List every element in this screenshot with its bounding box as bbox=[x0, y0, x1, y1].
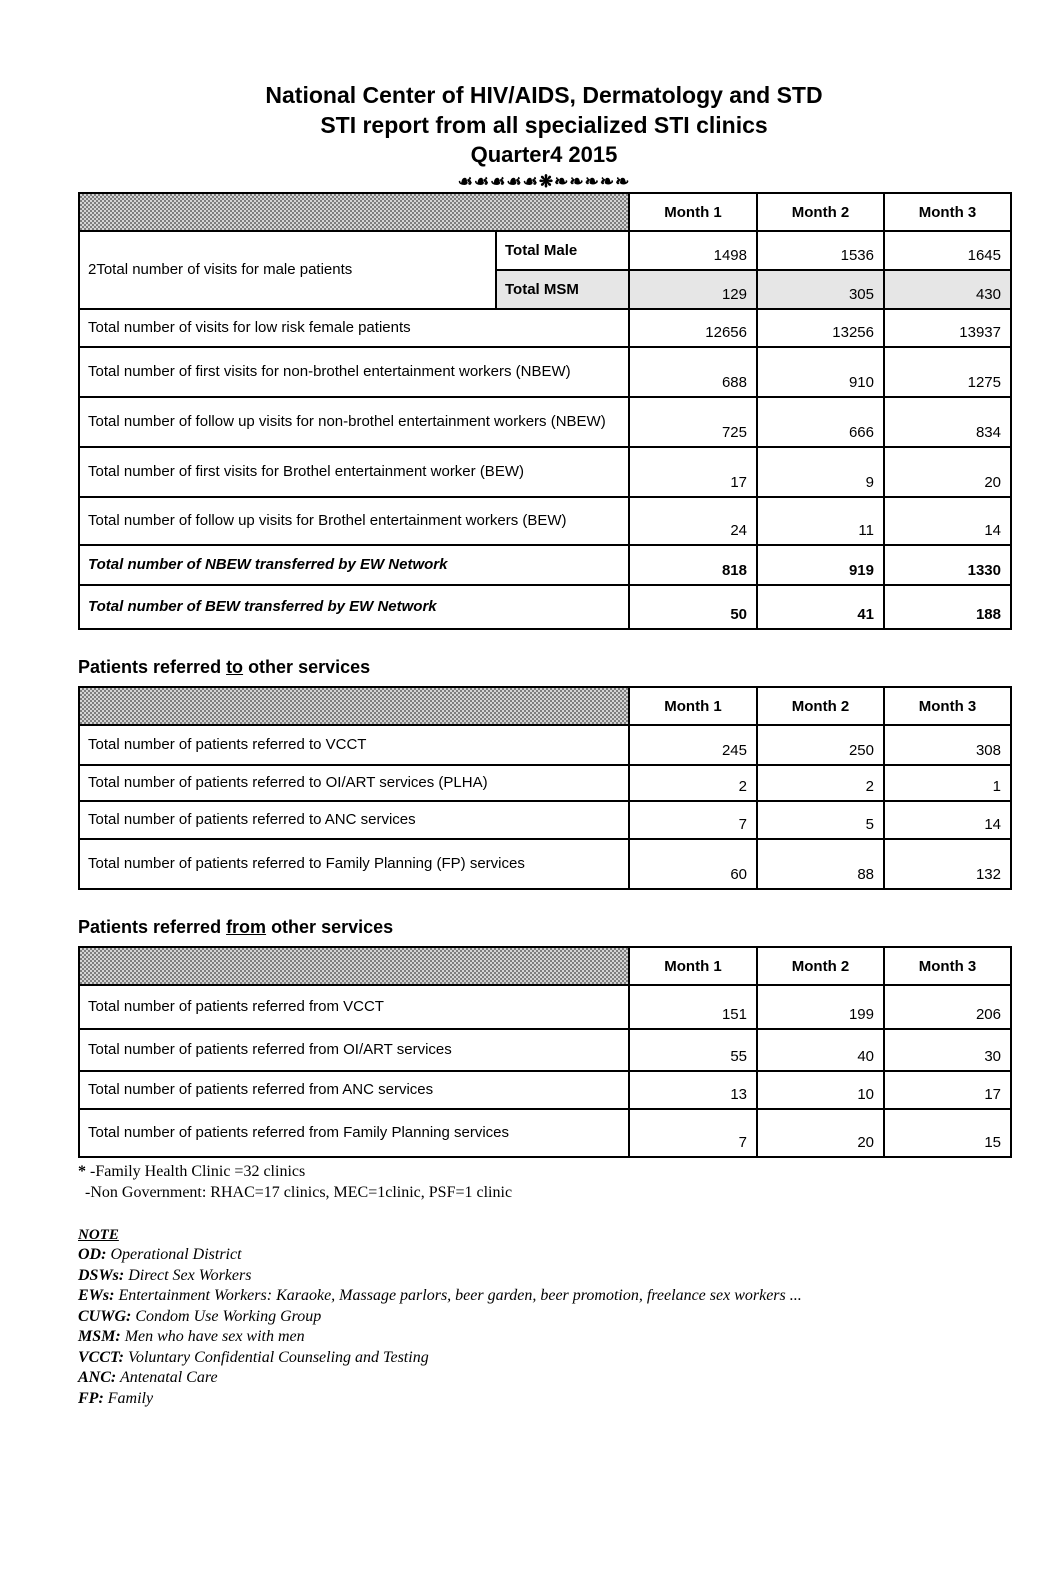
hatched-header-cell bbox=[79, 193, 629, 231]
row-label: Total number of follow up visits for Brothel entertainment workers (BEW) bbox=[79, 497, 629, 545]
month-2-header: Month 2 bbox=[757, 193, 884, 231]
row-label: Total number of NBEW transferred by EW Network bbox=[79, 545, 629, 585]
referred-from-header-row bbox=[79, 947, 1011, 985]
note-item bbox=[78, 1286, 1010, 1307]
value-cell: 11 bbox=[757, 497, 884, 545]
section-heading-referred-from bbox=[78, 917, 1010, 938]
value-cell: 20 bbox=[884, 447, 1011, 497]
referred-from-table bbox=[78, 946, 1012, 1158]
value-cell: 2 bbox=[757, 765, 884, 801]
value-cell: 132 bbox=[884, 839, 1011, 889]
value-cell: 41 bbox=[757, 585, 884, 629]
row-label: Total number of patients referred to Family Planning (FP) services bbox=[79, 839, 629, 889]
value-cell: 129 bbox=[629, 270, 757, 309]
note-abbr: VCCT: bbox=[78, 1348, 124, 1366]
value-cell: 9 bbox=[757, 447, 884, 497]
value-cell: 2 bbox=[629, 765, 757, 801]
note-block bbox=[78, 1227, 1010, 1409]
value-cell: 305 bbox=[757, 270, 884, 309]
note-def: Direct Sex Workers bbox=[124, 1266, 252, 1284]
note-item bbox=[78, 1389, 1010, 1410]
note-def: Antenatal Care bbox=[116, 1369, 218, 1386]
note-item bbox=[78, 1266, 1010, 1287]
report-title-line1: National Center of HIV/AIDS, Dermatology and STD bbox=[265, 82, 823, 108]
row-label: Total number of first visits for Brothel entertainment worker (BEW) bbox=[79, 447, 629, 497]
referred-to-header-row bbox=[79, 687, 1011, 725]
month-3-header: Month 3 bbox=[884, 193, 1011, 231]
value-cell: 834 bbox=[884, 397, 1011, 447]
note-abbr: CUWG: bbox=[78, 1307, 132, 1325]
sub-row-label: Total MSM bbox=[496, 270, 629, 309]
visits-table-header-row bbox=[79, 193, 1011, 231]
value-cell: 910 bbox=[757, 347, 884, 397]
value-cell: 818 bbox=[629, 545, 757, 585]
value-cell: 12656 bbox=[629, 309, 757, 347]
value-cell: 13937 bbox=[884, 309, 1011, 347]
row-label: Total number of BEW transferred by EW Network bbox=[79, 585, 629, 629]
visits-table bbox=[78, 192, 1012, 630]
value-cell: 15 bbox=[884, 1109, 1011, 1157]
value-cell: 13 bbox=[629, 1071, 757, 1109]
asterisk: * bbox=[78, 1163, 86, 1180]
note-abbr: OD: bbox=[78, 1246, 107, 1263]
value-cell: 308 bbox=[884, 725, 1011, 765]
table-row-total-male bbox=[79, 231, 1011, 270]
value-cell: 30 bbox=[884, 1029, 1011, 1071]
report-page bbox=[0, 80, 1010, 1409]
note-abbr: ANC: bbox=[78, 1369, 117, 1386]
table-row-nbew-transferred bbox=[79, 545, 1011, 585]
month-1-header: Month 1 bbox=[629, 947, 757, 985]
value-cell: 688 bbox=[629, 347, 757, 397]
hatched-header-cell bbox=[79, 947, 629, 985]
month-1-header: Month 1 bbox=[629, 193, 757, 231]
heading-underlined-word: to bbox=[226, 657, 244, 677]
row-label: Total number of patients referred from Family Planning services bbox=[79, 1109, 629, 1157]
month-2-header: Month 2 bbox=[757, 947, 884, 985]
row-label: Total number of visits for low risk female patients bbox=[79, 309, 629, 347]
heading-text: Patients referred bbox=[78, 657, 227, 677]
month-2-header: Month 2 bbox=[757, 687, 884, 725]
value-cell: 20 bbox=[757, 1109, 884, 1157]
table-row bbox=[79, 839, 1011, 889]
month-3-header: Month 3 bbox=[884, 947, 1011, 985]
note-item bbox=[78, 1348, 1010, 1369]
value-cell: 17 bbox=[629, 447, 757, 497]
value-cell: 14 bbox=[884, 801, 1011, 839]
section-heading-referred-to bbox=[78, 657, 1010, 678]
month-1-header: Month 1 bbox=[629, 687, 757, 725]
value-cell: 725 bbox=[629, 397, 757, 447]
row-label: Total number of patients referred from VCCT bbox=[79, 985, 629, 1029]
value-cell: 1536 bbox=[757, 231, 884, 270]
value-cell: 151 bbox=[629, 985, 757, 1029]
value-cell: 1275 bbox=[884, 347, 1011, 397]
value-cell: 17 bbox=[884, 1071, 1011, 1109]
row-label: Total number of patients referred to VCCT bbox=[79, 725, 629, 765]
table-row bbox=[79, 447, 1011, 497]
value-cell: 199 bbox=[757, 985, 884, 1029]
decorative-ornament: ☙☙☙☙☙❋❧❧❧❧❧ bbox=[457, 172, 631, 191]
value-cell: 430 bbox=[884, 270, 1011, 309]
table-row bbox=[79, 347, 1011, 397]
value-cell: 250 bbox=[757, 725, 884, 765]
footnote-line-2: -Non Government: RHAC=17 clinics, MEC=1clinic, PSF=1 clinic bbox=[85, 1184, 513, 1201]
note-item bbox=[78, 1307, 1010, 1328]
note-abbr: FP: bbox=[78, 1389, 104, 1407]
value-cell: 7 bbox=[629, 1109, 757, 1157]
value-cell: 188 bbox=[884, 585, 1011, 629]
value-cell: 50 bbox=[629, 585, 757, 629]
report-title-quarter: Quarter4 2015 bbox=[470, 142, 618, 167]
footnotes bbox=[78, 1161, 1010, 1203]
table-row bbox=[79, 397, 1011, 447]
table-row bbox=[79, 801, 1011, 839]
row-label: Total number of patients referred to ANC services bbox=[79, 801, 629, 839]
value-cell: 1330 bbox=[884, 545, 1011, 585]
referred-to-table bbox=[78, 686, 1012, 890]
sub-row-label: Total Male bbox=[496, 231, 629, 270]
value-cell: 1645 bbox=[884, 231, 1011, 270]
row-label: 2Total number of visits for male patients bbox=[79, 231, 496, 309]
note-item bbox=[78, 1245, 1010, 1266]
row-label: Total number of first visits for non-brothel entertainment workers (NBEW) bbox=[79, 347, 629, 397]
value-cell: 245 bbox=[629, 725, 757, 765]
value-cell: 919 bbox=[757, 545, 884, 585]
value-cell: 88 bbox=[757, 839, 884, 889]
table-row bbox=[79, 985, 1011, 1029]
heading-text: other services bbox=[266, 917, 394, 937]
note-def: Men who have sex with men bbox=[120, 1328, 305, 1345]
value-cell: 666 bbox=[757, 397, 884, 447]
note-def: Voluntary Confidential Counseling and Testing bbox=[123, 1348, 429, 1366]
table-row bbox=[79, 725, 1011, 765]
note-abbr: DSWs: bbox=[78, 1266, 125, 1284]
table-row bbox=[79, 1109, 1011, 1157]
row-label: Total number of patients referred from ANC services bbox=[79, 1071, 629, 1109]
table-row bbox=[79, 765, 1011, 801]
note-abbr: MSM: bbox=[78, 1328, 121, 1345]
table-row bbox=[79, 1029, 1011, 1071]
footnote-line-1 bbox=[78, 1161, 1010, 1182]
note-item bbox=[78, 1327, 1010, 1348]
value-cell: 14 bbox=[884, 497, 1011, 545]
table-row bbox=[79, 309, 1011, 347]
value-cell: 55 bbox=[629, 1029, 757, 1071]
value-cell: 206 bbox=[884, 985, 1011, 1029]
month-3-header: Month 3 bbox=[884, 687, 1011, 725]
value-cell: 10 bbox=[757, 1071, 884, 1109]
note-heading: NOTE bbox=[78, 1227, 119, 1243]
value-cell: 1 bbox=[884, 765, 1011, 801]
value-cell: 24 bbox=[629, 497, 757, 545]
table-row bbox=[79, 497, 1011, 545]
note-def: Family bbox=[103, 1389, 154, 1407]
row-label: Total number of patients referred to OI/ART services (PLHA) bbox=[79, 765, 629, 801]
row-label: Total number of patients referred from OI/ART services bbox=[79, 1029, 629, 1071]
note-def: Condom Use Working Group bbox=[131, 1307, 322, 1325]
note-def: Entertainment Workers: Karaoke, Massage parlors, beer garden, beer promotion, freelance sex workers ... bbox=[114, 1287, 802, 1304]
row-label: Total number of follow up visits for non-brothel entertainment workers (NBEW) bbox=[79, 397, 629, 447]
value-cell: 13256 bbox=[757, 309, 884, 347]
value-cell: 5 bbox=[757, 801, 884, 839]
value-cell: 7 bbox=[629, 801, 757, 839]
heading-underlined-word: from bbox=[226, 917, 267, 937]
heading-text: Patients referred bbox=[78, 917, 227, 937]
hatched-header-cell bbox=[79, 687, 629, 725]
note-def: Operational District bbox=[106, 1246, 242, 1263]
value-cell: 60 bbox=[629, 839, 757, 889]
table-row-bew-transferred bbox=[79, 585, 1011, 629]
footnote-text: -Family Health Clinic =32 clinics bbox=[86, 1163, 306, 1180]
table-row bbox=[79, 1071, 1011, 1109]
report-title-line2: STI report from all specialized STI clinics bbox=[320, 112, 768, 138]
value-cell: 1498 bbox=[629, 231, 757, 270]
report-header bbox=[78, 80, 1010, 192]
heading-text: other services bbox=[243, 657, 371, 677]
note-item bbox=[78, 1368, 1010, 1389]
note-abbr: EWs: bbox=[78, 1287, 115, 1304]
value-cell: 40 bbox=[757, 1029, 884, 1071]
